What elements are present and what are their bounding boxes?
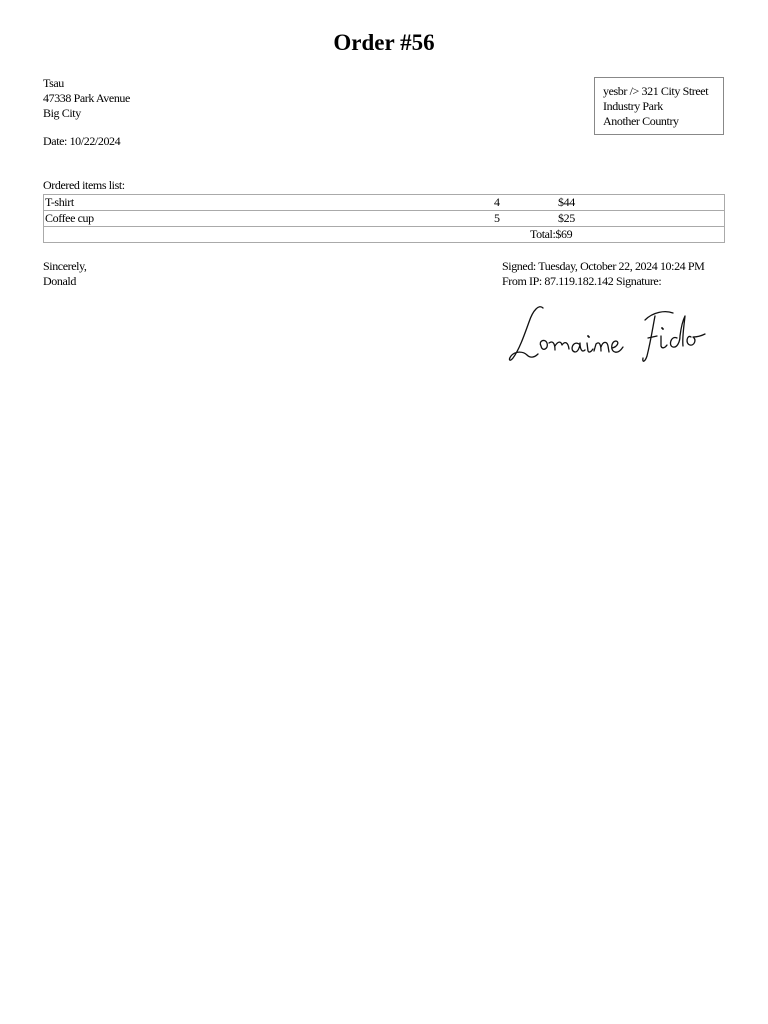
item-price: $44: [558, 195, 575, 209]
signed-timestamp: Signed: Tuesday, October 22, 2024 10:24 PM: [502, 259, 705, 273]
items-caption: Ordered items list:: [43, 178, 125, 192]
sender-name: Tsau: [43, 76, 64, 90]
signature-info: [502, 259, 704, 289]
total-row: [44, 227, 725, 243]
recipient-line-2: Industry Park: [603, 99, 663, 113]
sender-street: 47338 Park Avenue: [43, 91, 130, 105]
item-name: Coffee cup: [45, 211, 94, 225]
table-row: [44, 211, 725, 227]
sender-city: Big City: [43, 106, 81, 120]
item-quantity: 5: [494, 211, 500, 225]
order-title: Order #56: [333, 30, 435, 55]
recipient-line-3: Another Country: [603, 114, 679, 128]
signed-from-ip: From IP: 87.119.182.142 Signature:: [502, 274, 662, 288]
item-price: $25: [558, 211, 575, 225]
closing-block: [43, 259, 87, 289]
item-row-cell: [44, 195, 725, 211]
closing-name: Donald: [43, 274, 76, 288]
sender-address: [43, 76, 130, 121]
item-row-cell: [44, 211, 725, 227]
handwritten-signature: [505, 300, 720, 366]
item-quantity: 4: [494, 195, 500, 209]
order-total: Total:$69: [530, 227, 573, 241]
total-cell: [44, 227, 725, 243]
table-row: [44, 195, 725, 211]
recipient-address-box: [594, 77, 724, 135]
order-date: Date: 10/22/2024: [43, 134, 121, 148]
closing-salutation: Sincerely,: [43, 259, 87, 273]
item-name: T-shirt: [45, 195, 74, 209]
recipient-line-1: yesbr /> 321 City Street: [603, 84, 709, 98]
items-table: [43, 194, 725, 243]
